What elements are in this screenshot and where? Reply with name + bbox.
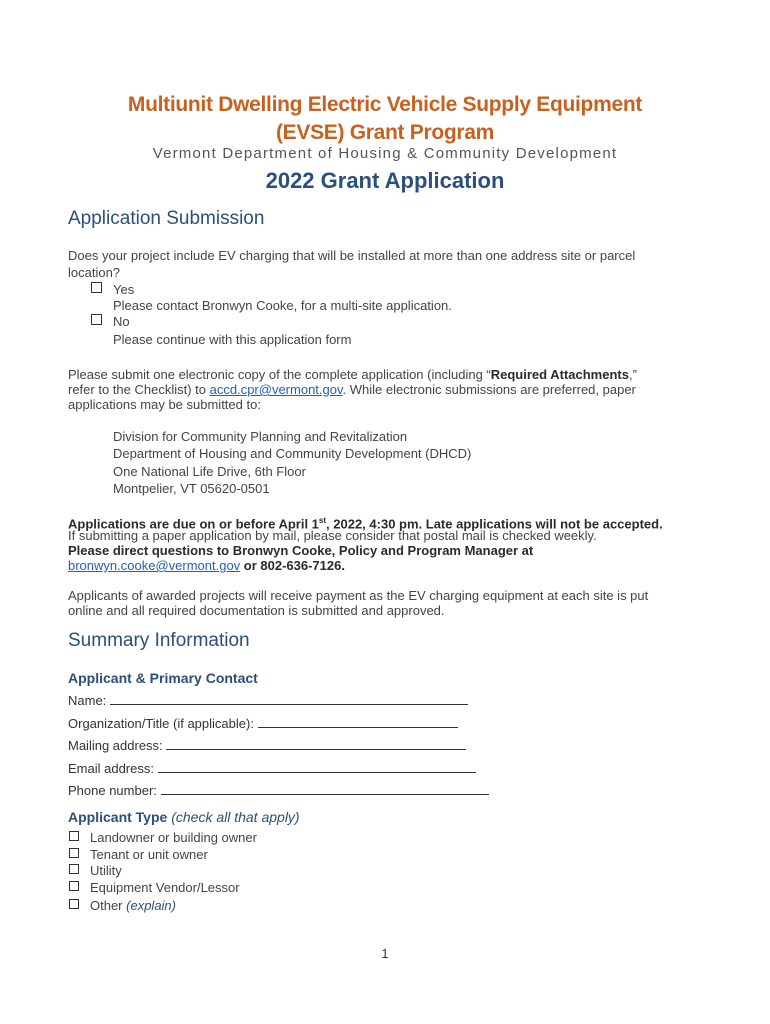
applicant-type-heading: Applicant Type (check all that apply): [68, 809, 300, 825]
yes-note: Please contact Bronwyn Cooke, for a multi-site application.: [113, 298, 452, 313]
utility-checkbox[interactable]: [69, 864, 79, 874]
application-title: 2022 Grant Application: [265, 168, 505, 193]
mailing-address-input-line[interactable]: [166, 738, 466, 750]
phone-number-field: Phone number:: [68, 783, 489, 798]
payment-note-line1: Applicants of awarded projects will receive payment as the EV charging equipment at each site is put: [68, 588, 649, 603]
landowner-checkbox[interactable]: [69, 831, 79, 841]
other-checkbox[interactable]: [69, 899, 79, 909]
mail-note: If submitting a paper application by mail, please consider that postal mail is checked weekly.: [68, 528, 597, 543]
program-title-line1: Multiunit Dwelling Electric Vehicle Supply Equipment: [127, 93, 643, 116]
due-date-notice: Applications are due on or before April 1st, 2022, 4:30 pm. Late applications will not be accepted.: [68, 516, 663, 532]
email-address-input-line[interactable]: [158, 761, 476, 773]
mailing-address-field: Mailing address:: [68, 738, 466, 753]
vendor-label: Equipment Vendor/Lessor: [90, 880, 240, 895]
tenant-label: Tenant or unit owner: [90, 847, 208, 862]
multisite-question-line2: location?: [68, 265, 121, 280]
landowner-label: Landowner or building owner: [90, 830, 257, 845]
multisite-question-line1: Does your project include EV charging that will be installed at more than one address site or parcel: [68, 248, 636, 263]
payment-note-line2: online and all required documentation is submitted and approved.: [68, 603, 445, 618]
contact-line: bronwyn.cooke@vermont.gov or 802-636-7126.: [68, 558, 345, 573]
contact-email-link[interactable]: bronwyn.cooke@vermont.gov: [68, 558, 241, 573]
email-address-field: Email address:: [68, 761, 476, 776]
instructions-line1: Please submit one electronic copy of the complete application (including “Required Attachments,”: [68, 367, 637, 382]
tenant-checkbox[interactable]: [69, 848, 79, 858]
yes-checkbox[interactable]: [91, 282, 102, 293]
organization-input-line[interactable]: [258, 716, 458, 728]
no-label: No: [113, 314, 130, 329]
department-subtitle: Vermont Department of Housing & Community Development: [152, 145, 618, 162]
vendor-checkbox[interactable]: [69, 881, 79, 891]
address-line: Division for Community Planning and Revitalization: [113, 429, 408, 444]
address-line: Department of Housing and Community Development (DHCD): [113, 446, 472, 461]
no-note: Please continue with this application form: [113, 332, 352, 347]
address-line: Montpelier, VT 05620-0501: [113, 481, 270, 496]
program-title-line2: (EVSE) Grant Program: [275, 121, 495, 144]
submission-heading: Application Submission: [68, 208, 265, 229]
utility-label: Utility: [90, 863, 122, 878]
accd-email-link[interactable]: accd.cpr@vermont.gov: [209, 382, 343, 397]
name-input-line[interactable]: [110, 693, 468, 705]
name-field: Name:: [68, 693, 468, 708]
organization-field: Organization/Title (if applicable):: [68, 716, 458, 731]
address-line: One National Life Drive, 6th Floor: [113, 464, 306, 479]
summary-heading: Summary Information: [68, 630, 250, 651]
no-checkbox[interactable]: [91, 314, 102, 325]
other-label: Other (explain): [90, 898, 176, 913]
phone-number-input-line[interactable]: [161, 783, 489, 795]
page-number: 1: [381, 946, 389, 961]
primary-contact-heading: Applicant & Primary Contact: [68, 670, 258, 686]
yes-label: Yes: [113, 282, 135, 297]
questions-line: Please direct questions to Bronwyn Cooke, Policy and Program Manager at: [68, 543, 534, 558]
instructions-line3: applications may be submitted to:: [68, 397, 261, 412]
instructions-line2: refer to the Checklist) to accd.cpr@vermont.gov. While electronic submissions are preferred, paper: [68, 382, 636, 397]
